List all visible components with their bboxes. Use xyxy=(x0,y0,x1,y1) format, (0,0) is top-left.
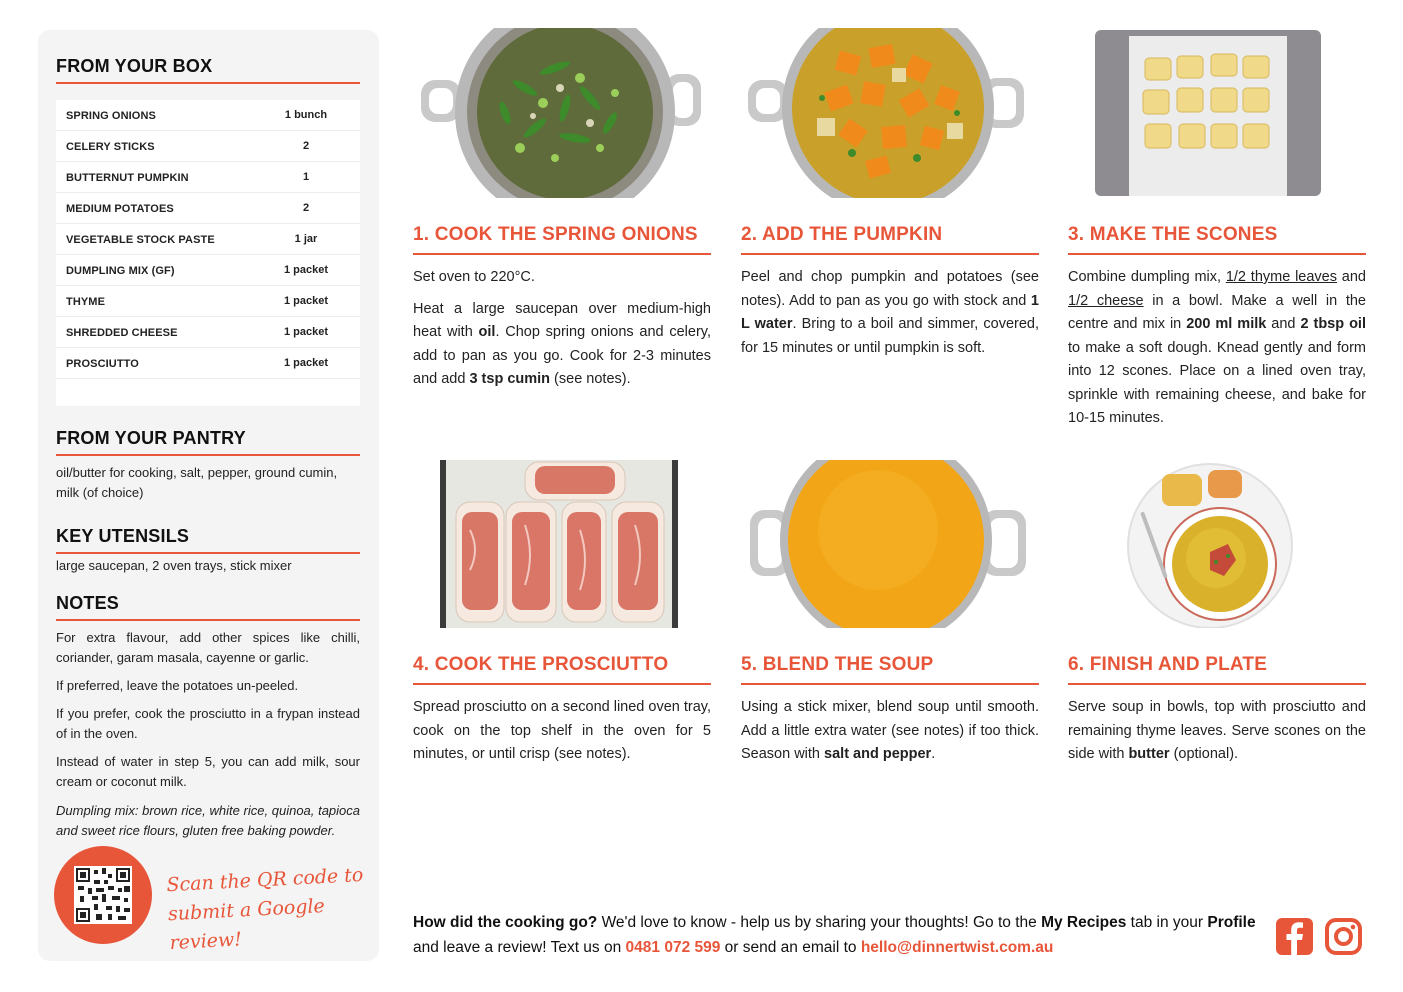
ingredient-name: BUTTERNUT PUMPKIN xyxy=(66,172,189,184)
table-row xyxy=(56,100,360,131)
ingredient-qty: 1 packet xyxy=(283,264,329,276)
step-text: Using a stick mixer, blend soup until smooth. Add a little extra water (see notes) if too thick. Season with salt and pepper. xyxy=(741,699,1039,762)
step-photo xyxy=(1093,28,1323,198)
table-row xyxy=(56,224,360,255)
ingredient-qty: 1 packet xyxy=(283,357,329,369)
step-1-body xyxy=(413,266,711,400)
qr-code[interactable] xyxy=(74,866,132,924)
table-row xyxy=(56,131,360,162)
step-text: Serve soup in bowls, top with prosciutto and remaining thyme leaves. Serve scones on the side with butter (optional). xyxy=(1068,699,1366,762)
note-item: If you prefer, cook the prosciutto in a frypan instead of in the oven. xyxy=(56,706,360,741)
step-title: 6. FINISH AND PLATE xyxy=(1068,654,1268,675)
ingredient-qty: 2 xyxy=(302,202,310,214)
footer-text: tab in your xyxy=(1126,914,1208,931)
facebook-icon[interactable] xyxy=(1276,918,1313,955)
step-title: 4. COOK THE PROSCIUTTO xyxy=(413,654,669,675)
pan-spring-onions-image xyxy=(415,28,711,198)
instagram-icon[interactable] xyxy=(1325,918,1362,955)
divider xyxy=(413,253,711,255)
sidebar xyxy=(38,30,379,961)
step-6-body xyxy=(1068,696,1366,775)
review-footer xyxy=(413,910,1263,960)
ingredient-qty: 1 packet xyxy=(283,295,329,307)
profile-link[interactable]: Profile xyxy=(1207,914,1256,931)
note-item: For extra flavour, add other spices like chilli, coriander, garam masala, cayenne or garlic. xyxy=(56,630,360,665)
ingredient-name: SPRING ONIONS xyxy=(66,110,156,122)
divider xyxy=(56,552,360,554)
note-item: Instead of water in step 5, you can add milk, sour cream or coconut milk. xyxy=(56,754,360,789)
phone-link[interactable]: 0481 072 599 xyxy=(625,939,721,956)
step-text: Peel and chop pumpkin and potatoes (see notes). Add to pan as you go with stock and 1 L water. Bring to a boil and simmer, covered, for 15 minutes or until pumpkin is soft. xyxy=(741,269,1039,356)
ingredient-name: PROSCIUTTO xyxy=(66,358,139,370)
step-title: 1. COOK THE SPRING ONIONS xyxy=(413,224,698,245)
utensils-title: KEY UTENSILS xyxy=(56,526,190,546)
ingredient-qty: 2 xyxy=(302,140,310,152)
notes-title: NOTES xyxy=(56,593,120,613)
footer-text: or send an email to xyxy=(720,939,861,956)
ingredient-name: VEGETABLE STOCK PASTE xyxy=(66,234,215,246)
step-text: Set oven to 220°C. xyxy=(413,269,535,285)
step-photo xyxy=(440,460,678,628)
divider xyxy=(56,82,360,84)
ingredient-name: CELERY STICKS xyxy=(66,141,155,153)
divider xyxy=(413,683,711,685)
table-row xyxy=(56,317,360,348)
footer-text: We'd love to know - help us by sharing your thoughts! Go to the xyxy=(597,914,1042,931)
footer-text: and leave a review! Text us on xyxy=(413,939,626,956)
ingredient-name: SHREDDED CHEESE xyxy=(66,327,178,339)
box-ingredients-table xyxy=(56,100,360,406)
divider xyxy=(56,454,360,456)
divider xyxy=(741,683,1039,685)
email-link[interactable]: hello@dinnertwist.com.au xyxy=(860,939,1054,956)
qr-text-line: submit a Google review! xyxy=(167,895,326,955)
table-row xyxy=(56,162,360,193)
step-4-body xyxy=(413,696,711,775)
ingredient-name: DUMPLING MIX (GF) xyxy=(66,265,175,277)
step-3-body xyxy=(1068,266,1366,439)
qr-code-icon xyxy=(74,866,132,924)
pantry-title: FROM YOUR PANTRY xyxy=(56,428,246,448)
note-dumpling-mix: Dumpling mix: brown rice, white rice, quinoa, tapioca and sweet rice flours, gluten free baking powder. xyxy=(56,803,360,838)
ingredient-name: MEDIUM POTATOES xyxy=(66,203,174,215)
ingredient-qty: 1 packet xyxy=(283,326,329,338)
step-photo xyxy=(742,28,1038,198)
footer-question: How did the cooking go? xyxy=(413,914,598,931)
box-title: FROM YOUR BOX xyxy=(56,56,213,76)
step-text: Combine dumpling mix, 1/2 thyme leaves and 1/2 cheese in a bowl. Make a well in the centre and mix in 200 ml milk and 2 tbsp oil to make a soft dough. Knead gently and form into 12 scones. Place on a lined oven tray, sprinkle with remaining cheese, and bake for 10-15 minutes. xyxy=(1068,269,1366,426)
step-text: Spread prosciutto on a second lined oven tray, cook on the top shelf in the oven for 5 minutes, or until crisp (see notes). xyxy=(413,699,711,762)
divider xyxy=(56,619,360,621)
ingredient-qty: 1 jar xyxy=(294,233,318,245)
qr-review-prompt xyxy=(166,861,370,958)
soup-bowl-image xyxy=(1120,460,1300,628)
divider xyxy=(1068,253,1366,255)
pan-pumpkin-image xyxy=(742,28,1038,198)
step-text: Heat a large saucepan over medium-high heat with oil. Chop spring onions and celery, add to pan as you go. Cook for 2-3 minutes and add 3 tsp cumin (see notes). xyxy=(413,300,711,387)
blended-soup-pan-image xyxy=(748,460,1038,628)
ingredient-name: THYME xyxy=(66,296,105,308)
table-row xyxy=(56,255,360,286)
table-row xyxy=(56,348,360,379)
step-title: 3. MAKE THE SCONES xyxy=(1068,224,1278,245)
table-row xyxy=(56,286,360,317)
step-photo xyxy=(1120,460,1300,628)
divider xyxy=(1068,683,1366,685)
step-2-body xyxy=(741,266,1039,368)
pantry-text: oil/butter for cooking, salt, pepper, ground cumin, milk (of choice) xyxy=(56,465,338,500)
prosciutto-tray-image xyxy=(440,460,678,628)
step-photo xyxy=(748,460,1038,628)
divider xyxy=(741,253,1039,255)
my-recipes-link[interactable]: My Recipes xyxy=(1041,914,1127,931)
ingredient-qty: 1 xyxy=(302,171,310,183)
utensils-text: large saucepan, 2 oven trays, stick mixer xyxy=(56,558,292,573)
note-item: If preferred, leave the potatoes un-peeled. xyxy=(56,678,299,693)
qr-text-line: Scan the QR code to xyxy=(166,863,364,897)
step-photo xyxy=(415,28,711,198)
scones-tray-image xyxy=(1093,28,1323,198)
qr-code-badge[interactable] xyxy=(54,846,152,944)
step-title: 5. BLEND THE SOUP xyxy=(741,654,934,675)
step-5-body xyxy=(741,696,1039,775)
step-title: 2. ADD THE PUMPKIN xyxy=(741,224,943,245)
table-row xyxy=(56,193,360,224)
ingredient-qty: 1 bunch xyxy=(284,109,328,121)
